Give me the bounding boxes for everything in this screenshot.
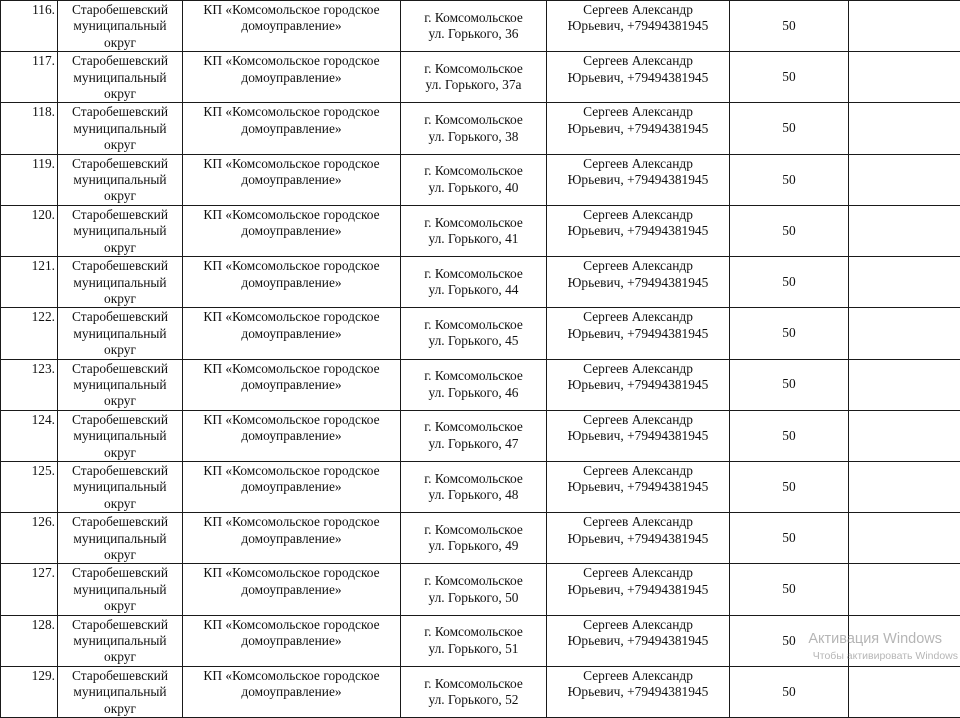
- address-line: г. Комсомольское: [401, 676, 546, 692]
- address-cell: [401, 359, 547, 410]
- address-line: г. Комсомольское: [401, 266, 546, 282]
- contact-line: Юрьевич, +79494381945: [547, 479, 729, 495]
- empty-cell: [849, 1, 960, 52]
- table-row: [1, 666, 960, 717]
- district-cell: [58, 564, 183, 615]
- empty-cell: [849, 513, 960, 564]
- table-row: [1, 154, 960, 205]
- district-cell: [58, 1, 183, 52]
- address-cell: [401, 257, 547, 308]
- district-cell: [58, 205, 183, 256]
- contact-cell: [547, 103, 730, 154]
- okrug-line: муниципальный: [58, 121, 182, 137]
- address-line: ул. Горького, 44: [401, 282, 546, 298]
- okrug-line: округ: [58, 342, 182, 358]
- district-cell: [58, 461, 183, 512]
- organization-cell: [183, 103, 401, 154]
- contact-line: Сергеев Александр: [547, 2, 729, 18]
- table-row: [1, 205, 960, 256]
- org-line: домоуправление»: [183, 172, 400, 188]
- address-line: г. Комсомольское: [401, 573, 546, 589]
- contact-line: Юрьевич, +79494381945: [547, 428, 729, 444]
- contact-line: Сергеев Александр: [547, 53, 729, 69]
- empty-cell: [849, 308, 960, 359]
- okrug-line: муниципальный: [58, 428, 182, 444]
- address-line: ул. Горького, 40: [401, 180, 546, 196]
- address-line: г. Комсомольское: [401, 624, 546, 640]
- okrug-line: округ: [58, 598, 182, 614]
- district-cell: [58, 103, 183, 154]
- okrug-line: округ: [58, 393, 182, 409]
- org-line: КП «Комсомольское городское: [183, 2, 400, 18]
- quantity-cell: 50: [730, 461, 849, 512]
- address-cell: [401, 410, 547, 461]
- okrug-line: муниципальный: [58, 377, 182, 393]
- address-line: г. Комсомольское: [401, 471, 546, 487]
- table-row: [1, 461, 960, 512]
- organization-cell: [183, 615, 401, 666]
- table-body: [1, 1, 960, 718]
- okrug-line: муниципальный: [58, 275, 182, 291]
- empty-cell: [849, 257, 960, 308]
- address-line: ул. Горького, 38: [401, 129, 546, 145]
- organization-cell: [183, 1, 401, 52]
- address-line: ул. Горького, 45: [401, 333, 546, 349]
- okrug-line: Старобешевский: [58, 668, 182, 684]
- okrug-line: округ: [58, 86, 182, 102]
- contact-cell: [547, 1, 730, 52]
- address-line: ул. Горького, 51: [401, 641, 546, 657]
- okrug-line: Старобешевский: [58, 514, 182, 530]
- row-number-cell: 120.: [1, 205, 58, 256]
- okrug-line: округ: [58, 291, 182, 307]
- address-cell: [401, 103, 547, 154]
- address-cell: [401, 154, 547, 205]
- district-cell: [58, 615, 183, 666]
- address-line: г. Комсомольское: [401, 112, 546, 128]
- row-number-cell: 116.: [1, 1, 58, 52]
- org-line: домоуправление»: [183, 582, 400, 598]
- contact-line: Юрьевич, +79494381945: [547, 70, 729, 86]
- org-line: КП «Комсомольское городское: [183, 207, 400, 223]
- organization-cell: [183, 359, 401, 410]
- org-line: КП «Комсомольское городское: [183, 309, 400, 325]
- district-cell: [58, 308, 183, 359]
- contact-cell: [547, 257, 730, 308]
- contact-line: Сергеев Александр: [547, 412, 729, 428]
- contact-line: Юрьевич, +79494381945: [547, 18, 729, 34]
- contact-line: Юрьевич, +79494381945: [547, 531, 729, 547]
- org-line: домоуправление»: [183, 275, 400, 291]
- contact-cell: [547, 564, 730, 615]
- contact-cell: [547, 205, 730, 256]
- district-cell: [58, 513, 183, 564]
- address-line: г. Комсомольское: [401, 368, 546, 384]
- empty-cell: [849, 103, 960, 154]
- table-row: [1, 564, 960, 615]
- okrug-line: муниципальный: [58, 18, 182, 34]
- address-line: ул. Горького, 47: [401, 436, 546, 452]
- org-line: КП «Комсомольское городское: [183, 463, 400, 479]
- address-line: г. Комсомольское: [401, 61, 546, 77]
- okrug-line: округ: [58, 188, 182, 204]
- org-line: КП «Комсомольское городское: [183, 412, 400, 428]
- address-cell: [401, 205, 547, 256]
- table-row: [1, 513, 960, 564]
- address-cell: [401, 513, 547, 564]
- contact-line: Сергеев Александр: [547, 361, 729, 377]
- org-line: КП «Комсомольское городское: [183, 668, 400, 684]
- quantity-cell: 50: [730, 103, 849, 154]
- watermark-title: Активация Windows: [808, 631, 942, 647]
- okrug-line: муниципальный: [58, 633, 182, 649]
- contact-cell: [547, 52, 730, 103]
- quantity-cell: 50: [730, 513, 849, 564]
- district-cell: [58, 359, 183, 410]
- okrug-line: муниципальный: [58, 70, 182, 86]
- org-line: домоуправление»: [183, 479, 400, 495]
- empty-cell: [849, 154, 960, 205]
- okrug-line: муниципальный: [58, 531, 182, 547]
- address-line: г. Комсомольское: [401, 10, 546, 26]
- empty-cell: [849, 359, 960, 410]
- quantity-cell: 50: [730, 52, 849, 103]
- contact-cell: [547, 308, 730, 359]
- quantity-cell: 50: [730, 205, 849, 256]
- contact-line: Сергеев Александр: [547, 565, 729, 581]
- address-line: ул. Горького, 36: [401, 26, 546, 42]
- okrug-line: округ: [58, 496, 182, 512]
- address-cell: [401, 666, 547, 717]
- okrug-line: Старобешевский: [58, 463, 182, 479]
- okrug-line: Старобешевский: [58, 309, 182, 325]
- address-cell: [401, 564, 547, 615]
- row-number-cell: 125.: [1, 461, 58, 512]
- organization-cell: [183, 666, 401, 717]
- contact-line: Юрьевич, +79494381945: [547, 172, 729, 188]
- district-cell: [58, 410, 183, 461]
- organization-cell: [183, 564, 401, 615]
- quantity-cell: 50: [730, 615, 849, 666]
- org-line: домоуправление»: [183, 70, 400, 86]
- address-line: г. Комсомольское: [401, 163, 546, 179]
- address-cell: [401, 615, 547, 666]
- okrug-line: Старобешевский: [58, 565, 182, 581]
- org-line: КП «Комсомольское городское: [183, 53, 400, 69]
- empty-cell: [849, 461, 960, 512]
- org-line: домоуправление»: [183, 121, 400, 137]
- row-number-cell: 127.: [1, 564, 58, 615]
- district-cell: [58, 257, 183, 308]
- quantity-cell: 50: [730, 666, 849, 717]
- row-number-cell: 122.: [1, 308, 58, 359]
- contact-line: Юрьевич, +79494381945: [547, 326, 729, 342]
- contact-line: Сергеев Александр: [547, 309, 729, 325]
- okrug-line: округ: [58, 240, 182, 256]
- organization-cell: [183, 154, 401, 205]
- address-cell: [401, 1, 547, 52]
- address-line: ул. Горького, 50: [401, 590, 546, 606]
- contact-line: Сергеев Александр: [547, 258, 729, 274]
- table-row: [1, 615, 960, 666]
- contact-cell: [547, 359, 730, 410]
- empty-cell: [849, 564, 960, 615]
- contact-line: Юрьевич, +79494381945: [547, 582, 729, 598]
- row-number-cell: 126.: [1, 513, 58, 564]
- table-row: [1, 103, 960, 154]
- row-number-cell: 121.: [1, 257, 58, 308]
- okrug-line: муниципальный: [58, 326, 182, 342]
- row-number-cell: 119.: [1, 154, 58, 205]
- address-line: ул. Горького, 52: [401, 692, 546, 708]
- contact-line: Сергеев Александр: [547, 156, 729, 172]
- empty-cell: [849, 52, 960, 103]
- empty-cell: [849, 666, 960, 717]
- contact-line: Юрьевич, +79494381945: [547, 633, 729, 649]
- org-line: домоуправление»: [183, 223, 400, 239]
- okrug-line: муниципальный: [58, 582, 182, 598]
- contact-line: Сергеев Александр: [547, 104, 729, 120]
- address-line: ул. Горького, 37а: [401, 77, 546, 93]
- contact-cell: [547, 615, 730, 666]
- contact-cell: [547, 410, 730, 461]
- quantity-cell: 50: [730, 359, 849, 410]
- address-cell: [401, 52, 547, 103]
- okrug-line: муниципальный: [58, 223, 182, 239]
- address-cell: [401, 308, 547, 359]
- contact-line: Юрьевич, +79494381945: [547, 223, 729, 239]
- table-row: [1, 1, 960, 52]
- organization-cell: [183, 461, 401, 512]
- table-row: [1, 308, 960, 359]
- table-row: [1, 410, 960, 461]
- district-cell: [58, 154, 183, 205]
- contact-line: Сергеев Александр: [547, 668, 729, 684]
- okrug-line: округ: [58, 137, 182, 153]
- org-line: КП «Комсомольское городское: [183, 514, 400, 530]
- empty-cell: [849, 615, 960, 666]
- org-line: домоуправление»: [183, 326, 400, 342]
- org-line: домоуправление»: [183, 428, 400, 444]
- address-line: ул. Горького, 46: [401, 385, 546, 401]
- quantity-cell: 50: [730, 257, 849, 308]
- row-number-cell: 124.: [1, 410, 58, 461]
- district-cell: [58, 666, 183, 717]
- quantity-cell: 50: [730, 308, 849, 359]
- okrug-line: Старобешевский: [58, 2, 182, 18]
- okrug-line: Старобешевский: [58, 412, 182, 428]
- row-number-cell: 128.: [1, 615, 58, 666]
- address-line: г. Комсомольское: [401, 522, 546, 538]
- okrug-line: муниципальный: [58, 684, 182, 700]
- okrug-line: округ: [58, 445, 182, 461]
- org-line: КП «Комсомольское городское: [183, 104, 400, 120]
- org-line: КП «Комсомольское городское: [183, 156, 400, 172]
- org-line: домоуправление»: [183, 377, 400, 393]
- contact-cell: [547, 513, 730, 564]
- org-line: домоуправление»: [183, 633, 400, 649]
- okrug-line: Старобешевский: [58, 617, 182, 633]
- quantity-cell: 50: [730, 410, 849, 461]
- organization-cell: [183, 52, 401, 103]
- organization-cell: [183, 257, 401, 308]
- organization-cell: [183, 308, 401, 359]
- quantity-cell: 50: [730, 564, 849, 615]
- okrug-line: округ: [58, 35, 182, 51]
- org-line: КП «Комсомольское городское: [183, 258, 400, 274]
- okrug-line: Старобешевский: [58, 104, 182, 120]
- address-line: ул. Горького, 49: [401, 538, 546, 554]
- okrug-line: муниципальный: [58, 479, 182, 495]
- quantity-cell: 50: [730, 154, 849, 205]
- okrug-line: округ: [58, 701, 182, 717]
- org-line: КП «Комсомольское городское: [183, 617, 400, 633]
- contact-line: Сергеев Александр: [547, 514, 729, 530]
- empty-cell: [849, 410, 960, 461]
- org-line: домоуправление»: [183, 18, 400, 34]
- okrug-line: Старобешевский: [58, 207, 182, 223]
- district-cell: [58, 52, 183, 103]
- contact-line: Сергеев Александр: [547, 207, 729, 223]
- org-line: домоуправление»: [183, 531, 400, 547]
- org-line: домоуправление»: [183, 684, 400, 700]
- row-number-cell: 117.: [1, 52, 58, 103]
- quantity-cell: 50: [730, 1, 849, 52]
- address-line: г. Комсомольское: [401, 317, 546, 333]
- okrug-line: округ: [58, 649, 182, 665]
- organization-cell: [183, 205, 401, 256]
- okrug-line: Старобешевский: [58, 156, 182, 172]
- table-row: [1, 257, 960, 308]
- org-line: КП «Комсомольское городское: [183, 565, 400, 581]
- contact-line: Юрьевич, +79494381945: [547, 684, 729, 700]
- row-number-cell: 118.: [1, 103, 58, 154]
- address-line: г. Комсомольское: [401, 215, 546, 231]
- contact-line: Сергеев Александр: [547, 463, 729, 479]
- okrug-line: округ: [58, 547, 182, 563]
- okrug-line: Старобешевский: [58, 258, 182, 274]
- organization-cell: [183, 513, 401, 564]
- organization-cell: [183, 410, 401, 461]
- watermark-subtitle: Чтобы активировать Windows: [813, 650, 958, 662]
- contact-line: Юрьевич, +79494381945: [547, 275, 729, 291]
- row-number-cell: 123.: [1, 359, 58, 410]
- contact-cell: [547, 666, 730, 717]
- contact-cell: [547, 154, 730, 205]
- table-row: [1, 52, 960, 103]
- address-line: ул. Горького, 41: [401, 231, 546, 247]
- table-row: [1, 359, 960, 410]
- address-line: г. Комсомольское: [401, 419, 546, 435]
- okrug-line: муниципальный: [58, 172, 182, 188]
- address-line: ул. Горького, 48: [401, 487, 546, 503]
- contact-cell: [547, 461, 730, 512]
- empty-cell: [849, 205, 960, 256]
- okrug-line: Старобешевский: [58, 53, 182, 69]
- contact-line: Сергеев Александр: [547, 617, 729, 633]
- org-line: КП «Комсомольское городское: [183, 361, 400, 377]
- row-number-cell: 129.: [1, 666, 58, 717]
- contact-line: Юрьевич, +79494381945: [547, 377, 729, 393]
- okrug-line: Старобешевский: [58, 361, 182, 377]
- address-cell: [401, 461, 547, 512]
- contact-line: Юрьевич, +79494381945: [547, 121, 729, 137]
